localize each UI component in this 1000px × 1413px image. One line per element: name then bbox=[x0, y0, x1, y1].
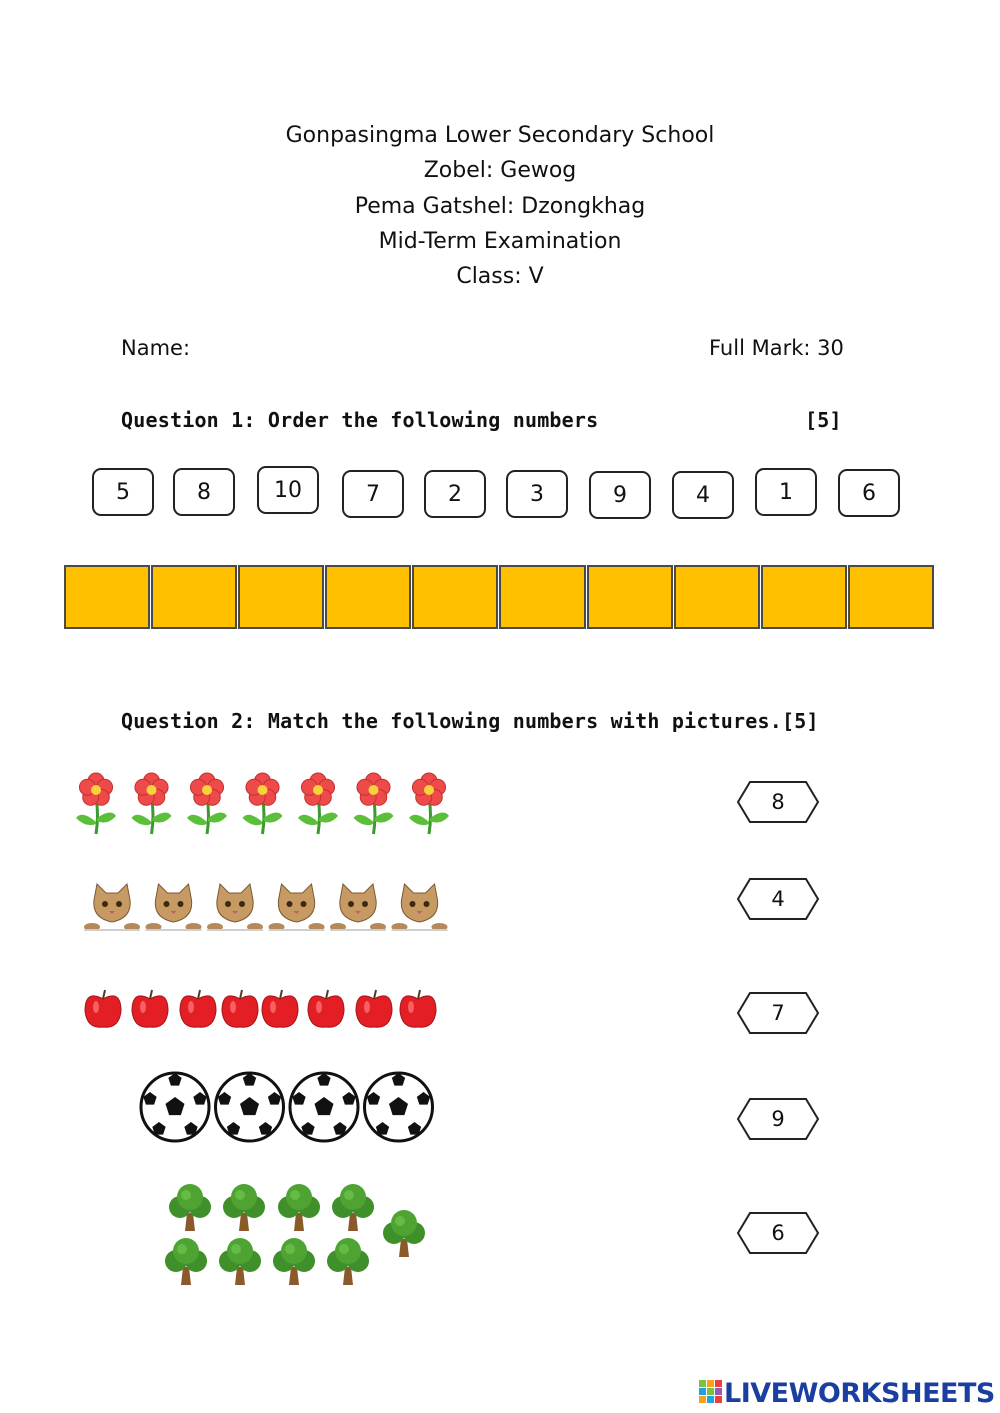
number-box[interactable]: 2 bbox=[424, 470, 486, 518]
match-choice[interactable] bbox=[736, 877, 820, 921]
cat-icon bbox=[269, 884, 325, 931]
match-choice-number: 7 bbox=[771, 1001, 785, 1025]
cat-icon bbox=[392, 884, 448, 931]
cat-icon bbox=[84, 884, 140, 931]
tree-icon bbox=[165, 1238, 207, 1285]
number-box[interactable]: 1 bbox=[755, 468, 817, 516]
answer-slot[interactable] bbox=[499, 565, 585, 629]
name-label: Name: bbox=[121, 336, 191, 360]
logo-text: LIVEWORKSHEETS bbox=[724, 1377, 995, 1409]
apple-icon bbox=[85, 990, 121, 1027]
question-2-title: Question 2: Match the following numbers with pictures. bbox=[121, 709, 783, 733]
match-choice[interactable] bbox=[736, 991, 820, 1035]
flower-icon bbox=[243, 773, 283, 834]
tree-icon bbox=[169, 1184, 211, 1231]
answer-slots bbox=[64, 565, 934, 629]
answer-slot[interactable] bbox=[238, 565, 324, 629]
match-choice[interactable] bbox=[736, 780, 820, 824]
flower-icon bbox=[187, 773, 227, 834]
liveworksheets-logo bbox=[698, 1376, 995, 1410]
number-box[interactable]: 3 bbox=[506, 470, 568, 518]
tree-icon bbox=[383, 1210, 425, 1257]
answer-slot[interactable] bbox=[325, 565, 411, 629]
apple-icon bbox=[180, 990, 216, 1027]
tree-icon bbox=[278, 1184, 320, 1231]
apple-icon bbox=[400, 990, 436, 1027]
apple-icon bbox=[262, 990, 298, 1027]
number-box[interactable]: 6 bbox=[838, 469, 900, 517]
full-mark: Full Mark: 30 bbox=[709, 336, 844, 360]
answer-slot[interactable] bbox=[64, 565, 150, 629]
trees-group bbox=[158, 1183, 448, 1298]
question-2-marks: [5] bbox=[782, 709, 819, 733]
match-choice-number: 8 bbox=[771, 790, 785, 814]
number-box[interactable]: 4 bbox=[672, 471, 734, 519]
tree-icon bbox=[219, 1238, 261, 1285]
cat-icon bbox=[207, 884, 263, 931]
flower-icon bbox=[298, 773, 338, 834]
number-box[interactable]: 9 bbox=[589, 471, 651, 519]
answer-slot[interactable] bbox=[412, 565, 498, 629]
cats-row bbox=[80, 880, 450, 935]
match-choice[interactable] bbox=[736, 1211, 820, 1255]
soccer-ball-icon bbox=[141, 1073, 209, 1141]
soccer-ball-icon bbox=[216, 1073, 284, 1141]
answer-slot[interactable] bbox=[761, 565, 847, 629]
answer-slot[interactable] bbox=[848, 565, 934, 629]
tree-icon bbox=[332, 1184, 374, 1231]
flowers-row bbox=[70, 770, 470, 840]
cat-icon bbox=[330, 884, 386, 931]
answer-slot[interactable] bbox=[151, 565, 237, 629]
tree-icon bbox=[223, 1184, 265, 1231]
answer-slot[interactable] bbox=[674, 565, 760, 629]
gewog-line: Zobel: Gewog bbox=[423, 158, 577, 183]
flower-icon bbox=[354, 773, 394, 834]
dzongkhag-line: Pema Gatshel: Dzongkhag bbox=[354, 194, 646, 219]
flower-icon bbox=[132, 773, 172, 834]
question-1-marks: [5] bbox=[805, 408, 842, 432]
liveworksheets-logo-icon bbox=[698, 1378, 724, 1408]
apple-icon bbox=[356, 990, 392, 1027]
flower-icon bbox=[76, 773, 116, 834]
match-choice-number: 6 bbox=[771, 1221, 785, 1245]
soccer-ball-icon bbox=[290, 1073, 358, 1141]
tree-icon bbox=[273, 1238, 315, 1285]
match-choice[interactable] bbox=[736, 1097, 820, 1141]
match-choice-number: 4 bbox=[771, 887, 785, 911]
apples-row bbox=[80, 987, 450, 1037]
number-box[interactable]: 7 bbox=[342, 470, 404, 518]
apple-icon bbox=[132, 990, 168, 1027]
number-box[interactable]: 8 bbox=[173, 468, 235, 516]
match-choice-number: 9 bbox=[771, 1107, 785, 1131]
apple-icon bbox=[222, 990, 258, 1027]
exam-title: Mid-Term Examination bbox=[378, 229, 622, 254]
question-1-title: Question 1: Order the following numbers bbox=[121, 408, 599, 432]
school-name: Gonpasingma Lower Secondary School bbox=[285, 123, 715, 148]
cat-icon bbox=[146, 884, 202, 931]
answer-slot[interactable] bbox=[587, 565, 673, 629]
class-line: Class: V bbox=[456, 264, 544, 289]
apple-icon bbox=[308, 990, 344, 1027]
tree-icon bbox=[327, 1238, 369, 1285]
number-box[interactable]: 10 bbox=[257, 466, 319, 514]
soccer-ball-icon bbox=[365, 1073, 433, 1141]
flower-icon bbox=[409, 773, 449, 834]
balls-row bbox=[135, 1068, 445, 1146]
number-box[interactable]: 5 bbox=[92, 468, 154, 516]
